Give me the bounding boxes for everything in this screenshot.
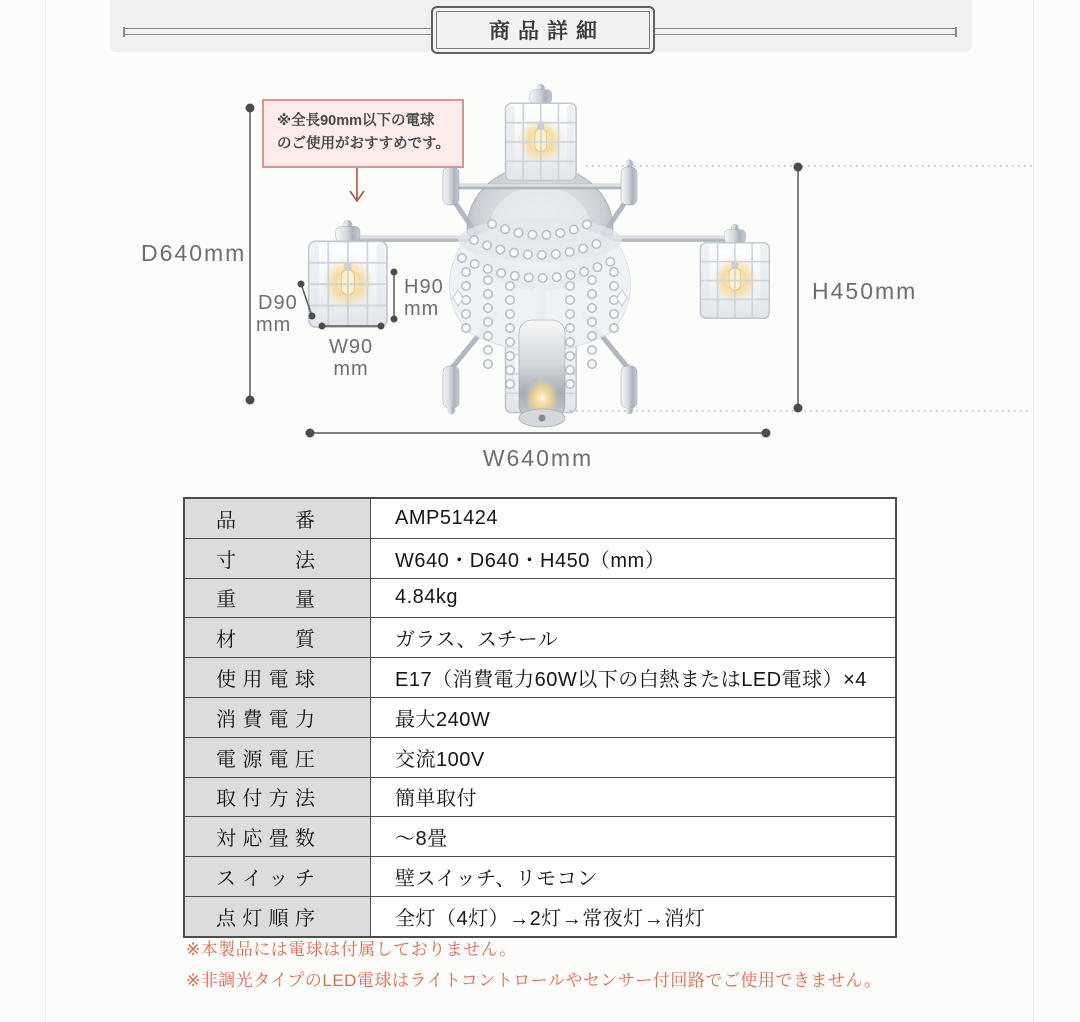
spec-label: 品番 [216, 509, 316, 532]
spec-value: AMP51424 [371, 498, 897, 538]
shade-cube-top [506, 84, 577, 180]
spec-label: 取付方法 [216, 788, 316, 811]
spec-value: 壁スイッチ、リモコン [371, 857, 897, 897]
table-row [184, 618, 896, 658]
spec-value: 全灯（4灯）→2灯→常夜灯→消灯 [371, 896, 897, 936]
spec-label: 対応畳数 [216, 828, 316, 851]
note-line-2: のご使用がおすすめです。 [277, 136, 450, 153]
crystal-centerpiece [449, 218, 630, 427]
spec-value: W640・D640・H450（mm） [371, 538, 897, 578]
spec-label: 電源電圧 [216, 748, 316, 771]
dimension-label-shade-height: H90 [404, 276, 444, 298]
table-row [184, 777, 896, 817]
table-row [184, 857, 896, 897]
dimension-unit-shade-height: mm [404, 298, 440, 320]
spec-label: スイッチ [216, 868, 316, 891]
dimension-unit-shade-width: mm [333, 358, 369, 380]
spec-value: E17（消費電力60W以下の白熱またはLED電球）×4 [371, 658, 897, 698]
spec-label: 材質 [216, 629, 316, 652]
dimension-label-shade-depth: D90 [258, 292, 298, 314]
dimension-label-width: W640mm [482, 445, 594, 471]
spec-label: 点灯順序 [216, 907, 316, 930]
spec-table [183, 497, 897, 938]
spec-label: 使用電球 [216, 669, 316, 692]
spec-value: 4.84kg [371, 578, 897, 618]
table-row [184, 658, 896, 698]
table-row [184, 697, 896, 737]
dimension-label-depth: D640mm [141, 240, 247, 266]
footnote-led-warning: ※非調光タイプのLED電球はライトコントロールやセンサー付回路でご使用できません。 [186, 971, 882, 990]
table-row [184, 498, 896, 538]
table-row [184, 737, 896, 777]
spec-value: 最大240W [371, 697, 897, 737]
footnotes [186, 936, 881, 998]
dimension-label-height: H450mm [812, 278, 918, 304]
product-diagram [0, 0, 1080, 490]
table-row [184, 896, 896, 936]
note-line-1: ※全長90mm以下の電球 [277, 113, 435, 129]
spec-label: 重量 [216, 589, 316, 612]
dimension-label-shade-width: W90 [328, 336, 374, 358]
spec-value: 簡単取付 [371, 777, 897, 817]
note-arrow [350, 163, 364, 201]
bulb-recommendation-note [262, 99, 464, 168]
dimension-unit-shade-depth: mm [256, 314, 292, 336]
spec-value: ガラス、スチール [371, 618, 897, 658]
spec-label: 寸法 [216, 549, 316, 572]
table-row [184, 817, 896, 857]
table-row [184, 578, 896, 618]
page-title: 商品詳細 [431, 6, 655, 54]
spec-value: ～8畳 [371, 817, 897, 857]
footnote-no-bulbs: ※本製品には電球は付属しておりません。 [186, 940, 517, 959]
spec-value: 交流100V [371, 737, 897, 777]
spec-label: 消費電力 [216, 708, 316, 731]
table-row [184, 538, 896, 578]
